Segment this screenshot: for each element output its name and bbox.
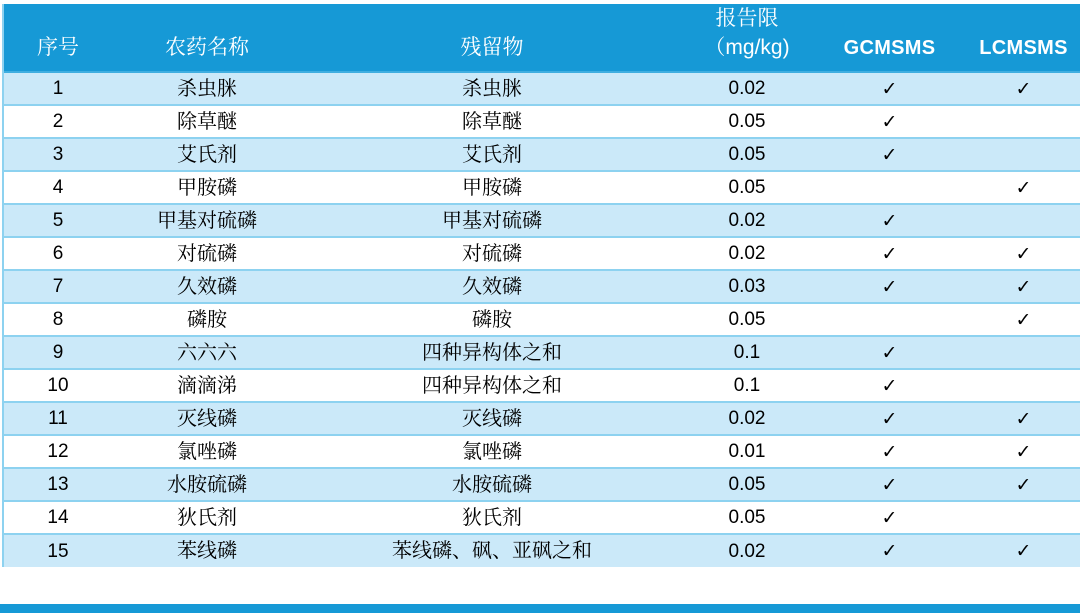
check-icon: ✓ xyxy=(1015,177,1032,199)
lcmsms-check-cell xyxy=(967,171,1080,204)
check-icon: ✓ xyxy=(1015,243,1032,265)
limit-cell: 0.02 xyxy=(682,204,812,237)
check-icon: ✓ xyxy=(1015,309,1032,331)
gcmsms-check-cell xyxy=(812,270,967,303)
table-row xyxy=(4,171,1080,204)
check-icon: ✓ xyxy=(881,408,898,430)
residue-cell: 久效磷 xyxy=(302,270,682,303)
lcmsms-check-cell xyxy=(967,336,1080,369)
lcmsms-check-cell xyxy=(967,72,1080,105)
pesticide-name-cell: 甲基对硫磷 xyxy=(112,204,302,237)
seq-cell: 9 xyxy=(4,336,112,369)
check-icon: ✓ xyxy=(1015,276,1032,298)
table-body xyxy=(4,72,1080,567)
check-icon: ✓ xyxy=(881,474,898,496)
check-icon: ✓ xyxy=(881,243,898,265)
table-row xyxy=(4,336,1080,369)
check-icon: ✓ xyxy=(881,441,898,463)
seq-cell: 3 xyxy=(4,138,112,171)
gcmsms-check-cell xyxy=(812,171,967,204)
pesticide-name-cell: 灭线磷 xyxy=(112,402,302,435)
lcmsms-check-cell xyxy=(967,303,1080,336)
table-row xyxy=(4,402,1080,435)
limit-cell: 0.02 xyxy=(682,534,812,567)
table-row xyxy=(4,435,1080,468)
lcmsms-check-cell xyxy=(967,501,1080,534)
seq-cell: 1 xyxy=(4,72,112,105)
pesticide-residue-table xyxy=(4,4,1080,567)
gcmsms-check-cell xyxy=(812,138,967,171)
seq-cell: 5 xyxy=(4,204,112,237)
seq-cell: 11 xyxy=(4,402,112,435)
lcmsms-check-cell xyxy=(967,138,1080,171)
gcmsms-check-cell xyxy=(812,369,967,402)
residue-cell: 杀虫脒 xyxy=(302,72,682,105)
table-row xyxy=(4,138,1080,171)
header-row xyxy=(4,4,1080,72)
residue-cell: 四种异构体之和 xyxy=(302,336,682,369)
check-icon: ✓ xyxy=(881,210,898,232)
residue-cell: 甲基对硫磷 xyxy=(302,204,682,237)
seq-cell: 7 xyxy=(4,270,112,303)
limit-cell: 0.02 xyxy=(682,402,812,435)
table-row xyxy=(4,72,1080,105)
table-bottom-border xyxy=(0,604,1080,613)
limit-cell: 0.02 xyxy=(682,237,812,270)
lcmsms-check-cell xyxy=(967,270,1080,303)
limit-cell: 0.01 xyxy=(682,435,812,468)
residue-cell: 苯线磷、砜、亚砜之和 xyxy=(302,534,682,567)
pesticide-name-cell: 滴滴涕 xyxy=(112,369,302,402)
gcmsms-check-cell xyxy=(812,336,967,369)
table-row xyxy=(4,468,1080,501)
report-limit-label-line2: （mg/kg) xyxy=(704,35,790,59)
residue-cell: 氯唑磷 xyxy=(302,435,682,468)
limit-cell: 0.1 xyxy=(682,369,812,402)
limit-cell: 0.05 xyxy=(682,138,812,171)
pesticide-name-cell: 杀虫脒 xyxy=(112,72,302,105)
residue-cell: 四种异构体之和 xyxy=(302,369,682,402)
lcmsms-check-cell xyxy=(967,204,1080,237)
seq-cell: 12 xyxy=(4,435,112,468)
table-row xyxy=(4,303,1080,336)
check-icon: ✓ xyxy=(1015,541,1032,562)
pesticide-name-cell: 氯唑磷 xyxy=(112,435,302,468)
gcmsms-check-cell xyxy=(812,105,967,138)
column-header-gcmsms: GCMSMS xyxy=(812,4,967,72)
check-icon: ✓ xyxy=(1015,474,1032,496)
seq-cell: 2 xyxy=(4,105,112,138)
check-icon: ✓ xyxy=(1015,441,1032,463)
check-icon: ✓ xyxy=(881,342,898,364)
seq-cell: 15 xyxy=(4,534,112,567)
table-row xyxy=(4,237,1080,270)
residue-cell: 灭线磷 xyxy=(302,402,682,435)
seq-cell: 13 xyxy=(4,468,112,501)
column-header-pesticide-name: 农药名称 xyxy=(112,4,302,72)
pesticide-name-cell: 除草醚 xyxy=(112,105,302,138)
check-icon: ✓ xyxy=(881,375,898,397)
seq-cell: 8 xyxy=(4,303,112,336)
lcmsms-check-cell xyxy=(967,534,1080,567)
check-icon: ✓ xyxy=(881,507,898,529)
column-header-report-limit xyxy=(682,4,812,72)
pesticide-name-cell: 水胺硫磷 xyxy=(112,468,302,501)
table-container xyxy=(2,4,1078,567)
table-header xyxy=(4,4,1080,72)
gcmsms-check-cell xyxy=(812,237,967,270)
table-row xyxy=(4,270,1080,303)
table-row xyxy=(4,204,1080,237)
lcmsms-check-cell xyxy=(967,105,1080,138)
lcmsms-check-cell xyxy=(967,237,1080,270)
residue-cell: 水胺硫磷 xyxy=(302,468,682,501)
seq-cell: 10 xyxy=(4,369,112,402)
pesticide-name-cell: 艾氏剂 xyxy=(112,138,302,171)
lcmsms-check-cell xyxy=(967,369,1080,402)
table-row xyxy=(4,501,1080,534)
table-row xyxy=(4,105,1080,138)
limit-cell: 0.05 xyxy=(682,303,812,336)
column-header-lcmsms: LCMSMS xyxy=(967,4,1080,72)
gcmsms-check-cell xyxy=(812,534,967,567)
check-icon: ✓ xyxy=(881,78,898,100)
gcmsms-check-cell xyxy=(812,468,967,501)
residue-cell: 除草醚 xyxy=(302,105,682,138)
pesticide-name-cell: 六六六 xyxy=(112,336,302,369)
limit-cell: 0.03 xyxy=(682,270,812,303)
gcmsms-check-cell xyxy=(812,204,967,237)
check-icon: ✓ xyxy=(881,144,898,166)
pesticide-name-cell: 久效磷 xyxy=(112,270,302,303)
lcmsms-check-cell xyxy=(967,435,1080,468)
gcmsms-check-cell xyxy=(812,303,967,336)
limit-cell: 0.05 xyxy=(682,468,812,501)
limit-cell: 0.05 xyxy=(682,105,812,138)
gcmsms-check-cell xyxy=(812,402,967,435)
pesticide-name-cell: 狄氏剂 xyxy=(112,501,302,534)
residue-cell: 对硫磷 xyxy=(302,237,682,270)
table-row xyxy=(4,534,1080,567)
check-icon: ✓ xyxy=(1015,408,1032,430)
seq-cell: 14 xyxy=(4,501,112,534)
residue-cell: 甲胺磷 xyxy=(302,171,682,204)
check-icon: ✓ xyxy=(881,111,898,133)
limit-cell: 0.1 xyxy=(682,336,812,369)
gcmsms-check-cell xyxy=(812,435,967,468)
column-header-residue: 残留物 xyxy=(302,4,682,72)
lcmsms-check-cell xyxy=(967,468,1080,501)
check-icon: ✓ xyxy=(881,541,898,562)
pesticide-name-cell: 甲胺磷 xyxy=(112,171,302,204)
residue-cell: 狄氏剂 xyxy=(302,501,682,534)
gcmsms-check-cell xyxy=(812,501,967,534)
check-icon: ✓ xyxy=(1015,78,1032,100)
pesticide-name-cell: 苯线磷 xyxy=(112,534,302,567)
check-icon: ✓ xyxy=(881,276,898,298)
pesticide-name-cell: 磷胺 xyxy=(112,303,302,336)
seq-cell: 4 xyxy=(4,171,112,204)
limit-cell: 0.02 xyxy=(682,72,812,105)
limit-cell: 0.05 xyxy=(682,171,812,204)
residue-cell: 磷胺 xyxy=(302,303,682,336)
table-row xyxy=(4,369,1080,402)
gcmsms-check-cell xyxy=(812,72,967,105)
residue-cell: 艾氏剂 xyxy=(302,138,682,171)
column-header-seq: 序号 xyxy=(4,4,112,72)
report-limit-label-line1: 报告限 xyxy=(715,7,779,31)
limit-cell: 0.05 xyxy=(682,501,812,534)
seq-cell: 6 xyxy=(4,237,112,270)
pesticide-name-cell: 对硫磷 xyxy=(112,237,302,270)
lcmsms-check-cell xyxy=(967,402,1080,435)
